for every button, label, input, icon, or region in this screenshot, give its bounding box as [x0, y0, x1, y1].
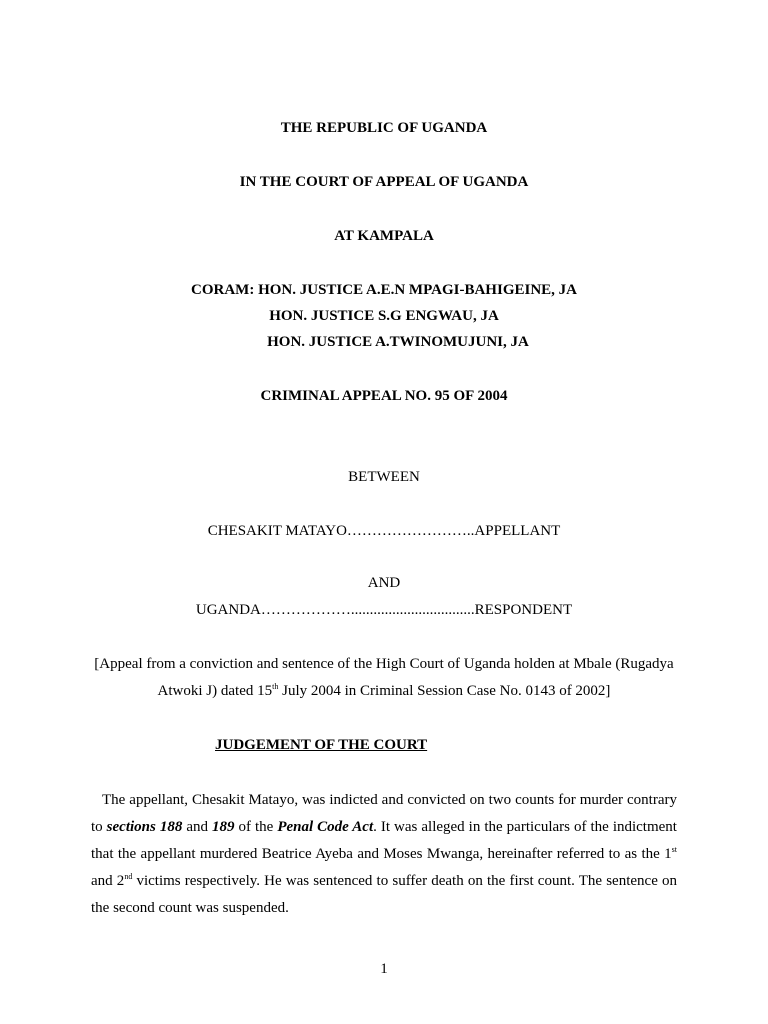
- para-text-i: victims respectively. He was sentenced to suffer death on the first count. The sentence on the second count was suspended.: [91, 873, 677, 916]
- court-location: AT KAMPALA: [334, 228, 434, 244]
- page-number: 1: [380, 961, 388, 977]
- appeal-note-line-1: [Appeal from a conviction and sentence of the High Court of Uganda holden at Mbale (Rugadya: [94, 656, 674, 672]
- para-penal-code-act: Penal Code Act: [277, 819, 374, 835]
- coram-line-1: CORAM: HON. JUSTICE A.E.N MPAGI-BAHIGEINE, JA: [191, 282, 577, 298]
- respondent-line: UGANDA……………….................................RESPONDENT: [195, 602, 573, 618]
- judgement-heading: JUDGEMENT OF THE COURT: [215, 737, 428, 753]
- and-label: AND: [367, 575, 401, 591]
- between-label: BETWEEN: [348, 469, 420, 485]
- case-number: CRIMINAL APPEAL NO. 95 OF 2004: [260, 388, 508, 404]
- para-sections-188: sections 188: [106, 819, 183, 835]
- republic-title: THE REPUBLIC OF UGANDA: [280, 120, 488, 136]
- appeal-note-text-b: July 2004 in Criminal Session Case No. 0143 of 2002]: [278, 683, 611, 699]
- judgement-paragraph: [91, 787, 677, 922]
- coram-line-3: HON. JUSTICE A.TWINOMUJUNI, JA: [267, 334, 529, 350]
- para-text-a: The appellant, Chesakit Matayo, was indicted and convicted on two counts for murder contrary to: [91, 792, 677, 835]
- para-text-g: . It was alleged in the particulars of the indictment that the appellant murdered Beatrice Ayeba and Moses Mwanga, hereinafter referred to as the 1: [91, 819, 677, 862]
- appeal-note-ordinal: th: [272, 682, 279, 691]
- appeal-note-line-2: [0, 682, 768, 700]
- para-text-e: of the: [234, 819, 278, 835]
- para-text-c: and: [182, 819, 213, 835]
- para-ordinal-nd: nd: [124, 872, 133, 881]
- appellant-line: CHESAKIT MATAYO……………………..APPELLANT: [207, 523, 561, 539]
- para-text-h: and 2: [91, 873, 125, 889]
- appeal-note-text-a: Atwoki J) dated 15: [157, 683, 273, 699]
- para-section-189: 189: [212, 819, 235, 835]
- court-title: IN THE COURT OF APPEAL OF UGANDA: [239, 174, 529, 190]
- coram-line-2: HON. JUSTICE S.G ENGWAU, JA: [269, 308, 499, 324]
- para-ordinal-st: st: [671, 845, 677, 854]
